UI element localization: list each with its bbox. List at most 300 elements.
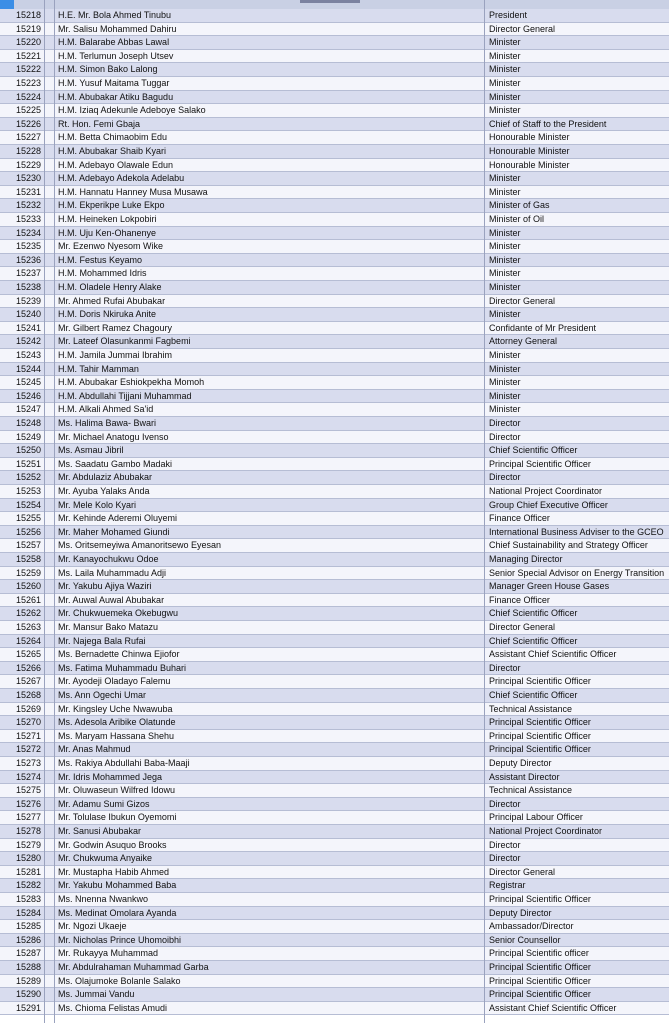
table-row[interactable] <box>0 145 669 159</box>
table-row[interactable] <box>0 295 669 309</box>
position-cell[interactable]: Director <box>489 662 521 673</box>
name-cell[interactable]: Ms. Halima Bawa- Bwari <box>58 418 157 428</box>
position-cell[interactable]: Principal Scientific Officer <box>489 975 591 986</box>
position-cell[interactable]: Assistant Chief Scientific Officer <box>489 649 617 660</box>
table-row[interactable] <box>0 131 669 145</box>
position-cell[interactable]: Minister <box>489 404 521 415</box>
table-row[interactable] <box>0 512 669 526</box>
selected-row-number-cell[interactable] <box>0 0 14 9</box>
position-cell[interactable]: Minister <box>489 64 521 75</box>
position-cell[interactable]: Principal Labour Officer <box>489 812 583 823</box>
name-cell[interactable]: Mr. Najega Bala Rufai <box>58 635 146 646</box>
row-id-cell[interactable]: 15261 <box>15 594 41 605</box>
position-cell[interactable]: Managing Director <box>489 554 563 564</box>
name-cell[interactable]: Ms. Chioma Felistas Amudi <box>58 1002 168 1013</box>
name-cell[interactable]: Ms. Rakiya Abdullahi Baba-Maaji <box>58 758 190 768</box>
position-cell[interactable]: Attorney General <box>489 336 558 347</box>
table-row[interactable] <box>0 662 669 676</box>
row-id-cell[interactable]: 15277 <box>15 812 41 823</box>
table-row[interactable] <box>0 675 669 689</box>
row-id-cell[interactable]: 15284 <box>15 907 41 918</box>
position-cell[interactable]: Director <box>489 839 521 850</box>
position-cell[interactable]: Director General <box>489 23 556 34</box>
table-row[interactable] <box>0 567 669 581</box>
row-id-cell[interactable]: 15235 <box>15 241 41 252</box>
name-cell[interactable]: Mr. Yakubu Mohammed Baba <box>58 880 177 891</box>
name-cell[interactable]: Mr. Auwal Auwal Abubakar <box>58 594 165 605</box>
table-row[interactable] <box>0 907 669 921</box>
name-cell[interactable]: Ms. Saadatu Gambo Madaki <box>58 458 173 469</box>
name-cell[interactable]: Mr. Tolulase Ibukun Oyemomi <box>58 812 177 823</box>
table-row[interactable] <box>0 988 669 1002</box>
position-cell[interactable]: Manager Green House Gases <box>489 581 610 592</box>
name-cell[interactable]: Mr. Michael Anatogu Ivenso <box>58 431 169 442</box>
table-row[interactable] <box>0 825 669 839</box>
name-cell[interactable]: H.M. Jamila Jummai Ibrahim <box>58 350 173 360</box>
position-cell[interactable]: Assistant Chief Scientific Officer <box>489 1002 617 1013</box>
row-id-cell[interactable]: 15254 <box>15 499 41 510</box>
cut-off-top-row <box>0 0 669 9</box>
name-cell[interactable]: Mr. Mustapha Habib Ahmed <box>58 866 170 877</box>
position-cell[interactable]: Director General <box>489 622 556 632</box>
name-cell[interactable]: Mr. Abdulaziz Abubakar <box>58 472 153 483</box>
table-row[interactable] <box>0 757 669 771</box>
name-cell[interactable]: H.M. Simon Bako Lalong <box>58 64 158 75</box>
position-cell[interactable]: Senior Counsellor <box>489 934 561 945</box>
table-row[interactable] <box>0 199 669 213</box>
name-cell[interactable]: Mr. Oluwaseun Wilfred Idowu <box>58 785 176 796</box>
row-id-cell[interactable]: 15257 <box>15 540 41 551</box>
row-id-cell[interactable]: 15273 <box>15 758 41 768</box>
position-cell[interactable]: Principal Scientific Officer <box>489 717 591 728</box>
row-id-cell[interactable]: 15271 <box>15 730 41 741</box>
table-row[interactable] <box>0 376 669 390</box>
row-id-cell[interactable]: 15269 <box>15 703 41 714</box>
row-id-cell[interactable]: 15247 <box>15 404 41 415</box>
name-cell[interactable]: H.M. Festus Keyamo <box>58 254 143 265</box>
row-id-cell[interactable]: 15287 <box>15 948 41 959</box>
row-id-cell[interactable]: 15222 <box>15 64 41 75</box>
row-id-cell[interactable]: 15262 <box>15 608 41 619</box>
cut-off-header-text <box>300 0 360 3</box>
name-cell[interactable]: H.M. Adebayo Olawale Edun <box>58 159 174 170</box>
name-cell[interactable]: Ms. Bernadette Chinwa Ejiofor <box>58 649 180 660</box>
row-id-cell[interactable]: 15278 <box>15 826 41 836</box>
position-cell[interactable]: Minister <box>489 254 521 265</box>
row-id-cell[interactable]: 15276 <box>15 798 41 809</box>
row-id-cell[interactable]: 15220 <box>15 37 41 48</box>
table-row[interactable] <box>0 227 669 241</box>
row-id-cell[interactable]: 15286 <box>15 934 41 945</box>
position-cell[interactable]: Ambassador/Director <box>489 921 574 932</box>
name-cell[interactable]: H.M. Tahir Mamman <box>58 363 139 374</box>
table-row[interactable] <box>0 50 669 64</box>
table-row[interactable] <box>0 471 669 485</box>
row-id-cell[interactable]: 15260 <box>15 581 41 592</box>
row-id-cell[interactable]: 15237 <box>15 268 41 279</box>
table-row[interactable] <box>0 363 669 377</box>
position-cell[interactable]: Senior Special Advisor on Energy Transition <box>489 567 665 578</box>
name-cell[interactable]: Mr. Ngozi Ukaeje <box>58 921 127 932</box>
name-cell[interactable]: Mr. Mele Kolo Kyari <box>58 499 137 510</box>
row-id-cell[interactable]: 15228 <box>15 146 41 156</box>
name-cell[interactable]: H.M. Uju Ken-Ohanenye <box>58 227 157 238</box>
name-cell[interactable]: H.M. Balarabe Abbas Lawal <box>58 37 170 48</box>
table-row[interactable] <box>0 947 669 961</box>
position-cell[interactable]: Director <box>489 853 521 864</box>
name-cell[interactable]: Mr. Ayodeji Oladayo Falemu <box>58 676 171 687</box>
position-cell[interactable]: Director <box>489 472 521 483</box>
row-id-cell[interactable]: 15231 <box>15 186 41 197</box>
position-cell[interactable]: Minister <box>489 241 521 252</box>
row-id-cell[interactable]: 15242 <box>15 336 41 347</box>
position-cell[interactable]: Director General <box>489 295 556 306</box>
row-id-cell[interactable]: 15270 <box>15 717 41 728</box>
table-row[interactable] <box>0 961 669 975</box>
table-row[interactable] <box>0 390 669 404</box>
table-row[interactable] <box>0 36 669 50</box>
table-row[interactable] <box>0 852 669 866</box>
row-id-cell[interactable]: 15266 <box>15 662 41 673</box>
name-cell[interactable]: Mr. Lateef Olasunkanmi Fagbemi <box>58 336 191 347</box>
table-row[interactable] <box>0 784 669 798</box>
position-cell[interactable]: Principal Scientific Officer <box>489 744 591 755</box>
row-id-cell[interactable]: 15229 <box>15 159 41 170</box>
position-cell[interactable]: Principal Scientific Officer <box>489 962 591 972</box>
row-id-cell[interactable]: 15240 <box>15 309 41 320</box>
table-row[interactable] <box>0 444 669 458</box>
name-cell[interactable]: Mr. Idris Mohammed Jega <box>58 771 163 782</box>
table-row[interactable] <box>0 607 669 621</box>
position-cell[interactable]: Chief Scientific Officer <box>489 690 578 700</box>
position-cell[interactable]: Registrar <box>489 880 526 891</box>
row-id-cell[interactable]: 15225 <box>15 105 41 116</box>
table-row[interactable] <box>0 771 669 785</box>
table-row[interactable] <box>0 159 669 173</box>
table-row[interactable] <box>0 839 669 853</box>
table-row[interactable] <box>0 730 669 744</box>
name-cell[interactable]: H.M. Adebayo Adekola Adelabu <box>58 173 185 184</box>
row-id-cell[interactable]: 15281 <box>15 866 41 877</box>
position-cell[interactable]: Chief Scientific Officer <box>489 635 578 646</box>
name-cell[interactable]: Mr. Chukwuemeka Okebugwu <box>58 608 179 619</box>
table-row[interactable] <box>0 743 669 757</box>
table-row[interactable] <box>0 104 669 118</box>
name-cell[interactable]: H.M. Betta Chimaobim Edu <box>58 132 168 143</box>
name-cell[interactable]: H.M. Alkali Ahmed Sa'id <box>58 404 154 415</box>
table-row[interactable] <box>0 594 669 608</box>
table-row[interactable] <box>0 417 669 431</box>
column-divider-blank <box>54 0 55 1023</box>
table-row[interactable] <box>0 63 669 77</box>
name-cell[interactable]: Mr. Salisu Mohammed Dahiru <box>58 23 177 34</box>
row-id-cell[interactable]: 15248 <box>15 418 41 428</box>
position-cell[interactable]: Principal Scientific Officer <box>489 676 591 687</box>
position-cell[interactable]: Minister <box>489 186 521 197</box>
position-cell[interactable]: International Business Adviser to the GCEO <box>489 526 664 537</box>
position-cell[interactable]: Minister <box>489 50 521 61</box>
table-row[interactable] <box>0 499 669 513</box>
row-id-cell[interactable]: 15244 <box>15 363 41 374</box>
position-cell[interactable]: Chief Sustainability and Strategy Officer <box>489 540 648 551</box>
name-cell[interactable]: Mr. Godwin Asuquo Brooks <box>58 839 167 850</box>
position-cell[interactable]: Minister <box>489 350 521 360</box>
table-row[interactable] <box>0 539 669 553</box>
row-id-cell[interactable]: 15236 <box>15 254 41 265</box>
row-id-cell[interactable]: 15238 <box>15 282 41 292</box>
row-id-cell[interactable]: 15285 <box>15 921 41 932</box>
position-cell[interactable]: Honourable Minister <box>489 146 570 156</box>
name-cell[interactable]: H.M. Hannatu Hanney Musa Musawa <box>58 186 208 197</box>
table-row[interactable] <box>0 281 669 295</box>
row-id-cell[interactable]: 15253 <box>15 486 41 496</box>
position-cell[interactable]: Deputy Director <box>489 907 552 918</box>
position-cell[interactable]: Principal Scientific Officer <box>489 894 591 904</box>
row-id-cell[interactable]: 15241 <box>15 322 41 333</box>
row-id-cell[interactable]: 15255 <box>15 513 41 524</box>
table-row[interactable] <box>0 118 669 132</box>
row-id-cell[interactable]: 15288 <box>15 962 41 972</box>
position-cell[interactable]: Director <box>489 418 521 428</box>
name-cell[interactable]: Ms. Asmau Jibril <box>58 445 124 456</box>
position-cell[interactable]: National Project Coordinator <box>489 826 603 836</box>
row-id-cell[interactable]: 15256 <box>15 526 41 537</box>
row-id-cell[interactable]: 15246 <box>15 390 41 401</box>
table-row[interactable] <box>0 458 669 472</box>
table-row[interactable] <box>0 240 669 254</box>
row-id-cell[interactable]: 15263 <box>15 622 41 632</box>
position-cell[interactable]: Minister <box>489 91 521 102</box>
table-row[interactable] <box>0 322 669 336</box>
name-cell[interactable]: Ms. Laila Muhammadu Adji <box>58 567 167 578</box>
position-cell[interactable]: Finance Officer <box>489 513 550 524</box>
table-row[interactable] <box>0 308 669 322</box>
table-row[interactable] <box>0 920 669 934</box>
position-cell[interactable]: Minister <box>489 105 521 116</box>
name-cell[interactable]: H.M. Oladele Henry Alake <box>58 282 162 292</box>
row-id-cell[interactable]: 15230 <box>15 173 41 184</box>
row-id-cell[interactable]: 15218 <box>15 10 41 20</box>
table-row[interactable] <box>0 213 669 227</box>
table-row[interactable] <box>0 267 669 281</box>
row-id-cell[interactable]: 15239 <box>15 295 41 306</box>
row-id-cell[interactable]: 15267 <box>15 676 41 687</box>
name-cell[interactable]: Mr. Yakubu Ajiya Waziri <box>58 581 152 592</box>
name-cell[interactable]: Mr. Rukayya Muhammad <box>58 948 159 959</box>
name-cell[interactable]: Ms. Maryam Hassana Shehu <box>58 730 175 741</box>
row-id-cell[interactable]: 15224 <box>15 91 41 102</box>
row-id-cell[interactable]: 15268 <box>15 690 41 700</box>
table-row[interactable] <box>0 648 669 662</box>
row-id-cell[interactable]: 15274 <box>15 771 41 782</box>
position-cell[interactable]: Finance Officer <box>489 594 550 605</box>
row-id-cell[interactable]: 15219 <box>15 23 41 34</box>
table-row[interactable] <box>0 9 669 23</box>
row-id-cell[interactable]: 15221 <box>15 50 41 61</box>
table-row[interactable] <box>0 431 669 445</box>
name-cell[interactable]: Ms. Olajumoke Bolanle Salako <box>58 975 181 986</box>
name-cell[interactable]: Ms. Ann Ogechi Umar <box>58 690 147 700</box>
position-cell[interactable]: Principal Scientific Officer <box>489 730 591 741</box>
position-cell[interactable]: Assistant Director <box>489 771 560 782</box>
row-id-cell[interactable]: 15275 <box>15 785 41 796</box>
name-cell[interactable]: Mr. Mansur Bako Matazu <box>58 622 159 632</box>
name-cell[interactable]: Mr. Anas Mahmud <box>58 744 131 755</box>
position-cell[interactable]: Minister of Gas <box>489 200 550 211</box>
table-row[interactable] <box>0 403 669 417</box>
table-row[interactable] <box>0 526 669 540</box>
position-cell[interactable]: President <box>489 10 528 20</box>
row-id-cell[interactable]: 15232 <box>15 200 41 211</box>
name-cell[interactable]: H.M. Yusuf Maitama Tuggar <box>58 78 170 88</box>
position-cell[interactable]: Minister <box>489 282 521 292</box>
name-cell[interactable]: Ms. Jummai Vandu <box>58 989 135 1000</box>
table-row[interactable] <box>0 349 669 363</box>
row-id-cell[interactable]: 15223 <box>15 78 41 88</box>
position-cell[interactable]: Minister <box>489 37 521 48</box>
table-row[interactable] <box>0 621 669 635</box>
name-cell[interactable]: Mr. Kehinde Aderemi Oluyemi <box>58 513 178 524</box>
table-row[interactable] <box>0 798 669 812</box>
name-cell[interactable]: H.M. Heineken Lokpobiri <box>58 214 157 224</box>
position-cell[interactable]: Chief Scientific Officer <box>489 608 578 619</box>
table-row[interactable] <box>0 172 669 186</box>
table-row[interactable] <box>0 635 669 649</box>
row-id-cell[interactable]: 15234 <box>15 227 41 238</box>
row-id-cell[interactable]: 15290 <box>15 989 41 1000</box>
name-cell[interactable]: Ms. Nnenna Nwankwo <box>58 894 149 904</box>
table-row[interactable] <box>0 716 669 730</box>
name-cell[interactable]: Mr. Nicholas Prince Uhomoibhi <box>58 934 182 945</box>
row-id-cell[interactable]: 15251 <box>15 458 41 469</box>
row-id-cell[interactable]: 15291 <box>15 1002 41 1013</box>
row-id-cell[interactable]: 15258 <box>15 554 41 564</box>
position-cell[interactable]: Minister <box>489 363 521 374</box>
position-cell[interactable]: Director <box>489 798 521 809</box>
name-cell[interactable]: Mr. Sanusi Abubakar <box>58 826 142 836</box>
table-row[interactable] <box>0 879 669 893</box>
row-id-cell[interactable]: 15280 <box>15 853 41 864</box>
table-row[interactable] <box>0 254 669 268</box>
row-id-cell[interactable]: 15289 <box>15 975 41 986</box>
table-row[interactable] <box>0 866 669 880</box>
row-id-cell[interactable]: 15233 <box>15 214 41 224</box>
name-cell[interactable]: H.M. Iziaq Adekunle Adeboye Salako <box>58 105 206 116</box>
position-cell[interactable]: Principal Scientific Officer <box>489 989 591 1000</box>
table-row[interactable] <box>0 689 669 703</box>
name-cell[interactable]: H.M. Abubakar Eshiokpekha Momoh <box>58 377 205 388</box>
row-id-cell[interactable]: 15227 <box>15 132 41 143</box>
name-cell[interactable]: Mr. Ahmed Rufai Abubakar <box>58 295 166 306</box>
name-cell[interactable]: H.M. Abubakar Atiku Bagudu <box>58 91 174 102</box>
name-cell[interactable]: Ms. Oritsemeyiwa Amanoritsewo Eyesan <box>58 540 222 551</box>
name-cell[interactable]: H.M. Abdullahi Tijjani Muhammad <box>58 390 192 401</box>
position-cell[interactable]: Principal Scientific officer <box>489 948 589 959</box>
table-row[interactable] <box>0 186 669 200</box>
row-id-cell[interactable]: 15282 <box>15 880 41 891</box>
table-row[interactable] <box>0 553 669 567</box>
name-cell[interactable]: Mr. Chukwuma Anyaike <box>58 853 153 864</box>
position-cell[interactable]: Minister <box>489 173 521 184</box>
position-cell[interactable]: Minister <box>489 78 521 88</box>
row-id-cell[interactable]: 15265 <box>15 649 41 660</box>
row-id-cell[interactable]: 15252 <box>15 472 41 483</box>
row-id-cell[interactable]: 15249 <box>15 431 41 442</box>
table-row[interactable] <box>0 893 669 907</box>
name-cell[interactable]: H.E. Mr. Bola Ahmed Tinubu <box>58 10 172 20</box>
name-cell[interactable]: Rt. Hon. Femi Gbaja <box>58 118 141 129</box>
name-cell[interactable]: Ms. Adesola Aribike Olatunde <box>58 717 176 728</box>
name-cell[interactable]: H.M. Doris Nkiruka Anite <box>58 309 157 320</box>
position-cell[interactable]: Honourable Minister <box>489 159 570 170</box>
name-cell[interactable]: Ms. Medinat Omolara Ayanda <box>58 907 177 918</box>
position-cell[interactable]: Minister <box>489 268 521 279</box>
name-cell[interactable]: Mr. Ayuba Yalaks Anda <box>58 486 150 496</box>
name-cell[interactable]: Mr. Abdulrahaman Muhammad Garba <box>58 962 209 972</box>
table-row[interactable] <box>0 23 669 37</box>
position-cell[interactable]: Confidante of Mr President <box>489 322 597 333</box>
table-row[interactable] <box>0 91 669 105</box>
name-cell[interactable]: H.M. Abubakar Shaib Kyari <box>58 146 167 156</box>
position-cell[interactable]: Group Chief Executive Officer <box>489 499 608 510</box>
position-cell[interactable]: Principal Scientific Officer <box>489 458 591 469</box>
row-id-cell[interactable]: 15279 <box>15 839 41 850</box>
table-row[interactable] <box>0 1002 669 1016</box>
table-row[interactable] <box>0 703 669 717</box>
position-cell[interactable]: Technical Assistance <box>489 703 573 714</box>
position-cell[interactable]: Director <box>489 431 521 442</box>
position-cell[interactable]: Minister <box>489 377 521 388</box>
name-cell[interactable]: Mr. Maher Mohamed Giundi <box>58 526 170 537</box>
position-cell[interactable]: Chief Scientific Officer <box>489 445 578 456</box>
position-cell[interactable]: Chief of Staff to the President <box>489 118 607 129</box>
row-id-cell[interactable]: 15245 <box>15 377 41 388</box>
row-id-cell[interactable]: 15243 <box>15 350 41 360</box>
table-row[interactable] <box>0 811 669 825</box>
row-id-cell[interactable]: 15283 <box>15 894 41 904</box>
row-id-cell[interactable]: 15272 <box>15 744 41 755</box>
name-cell[interactable]: Mr. Gilbert Ramez Chagoury <box>58 322 173 333</box>
row-id-cell[interactable]: 15226 <box>15 118 41 129</box>
name-cell[interactable]: Mr. Adamu Sumi Gizos <box>58 798 150 809</box>
position-cell[interactable]: Minister <box>489 390 521 401</box>
name-cell[interactable]: H.M. Mohammed Idris <box>58 268 147 279</box>
table-row[interactable] <box>0 975 669 989</box>
position-cell[interactable]: Minister <box>489 227 521 238</box>
name-cell[interactable]: Mr. Ezenwo Nyesom Wike <box>58 241 164 252</box>
row-id-cell[interactable]: 15250 <box>15 445 41 456</box>
table-row[interactable] <box>0 580 669 594</box>
row-id-cell[interactable]: 15259 <box>15 567 41 578</box>
position-cell[interactable]: Minister <box>489 309 521 320</box>
table-row[interactable] <box>0 77 669 91</box>
name-cell[interactable]: H.M. Terlumun Joseph Utsev <box>58 50 174 61</box>
table-row[interactable] <box>0 335 669 349</box>
position-cell[interactable]: Director General <box>489 866 556 877</box>
position-cell[interactable]: Deputy Director <box>489 758 552 768</box>
position-cell[interactable]: Technical Assistance <box>489 785 573 796</box>
table-row[interactable] <box>0 485 669 499</box>
name-cell[interactable]: Mr. Kingsley Uche Nwawuba <box>58 703 173 714</box>
name-cell[interactable]: Ms. Fatima Muhammadu Buhari <box>58 662 187 673</box>
position-cell[interactable]: National Project Coordinator <box>489 486 603 496</box>
table-row[interactable] <box>0 934 669 948</box>
position-cell[interactable]: Minister of Oil <box>489 214 545 224</box>
row-id-cell[interactable]: 15264 <box>15 635 41 646</box>
name-cell[interactable]: H.M. Ekperikpe Luke Ekpo <box>58 200 165 211</box>
position-cell[interactable]: Honourable Minister <box>489 132 570 143</box>
name-cell[interactable]: Mr. Kanayochukwu Odoe <box>58 554 159 564</box>
